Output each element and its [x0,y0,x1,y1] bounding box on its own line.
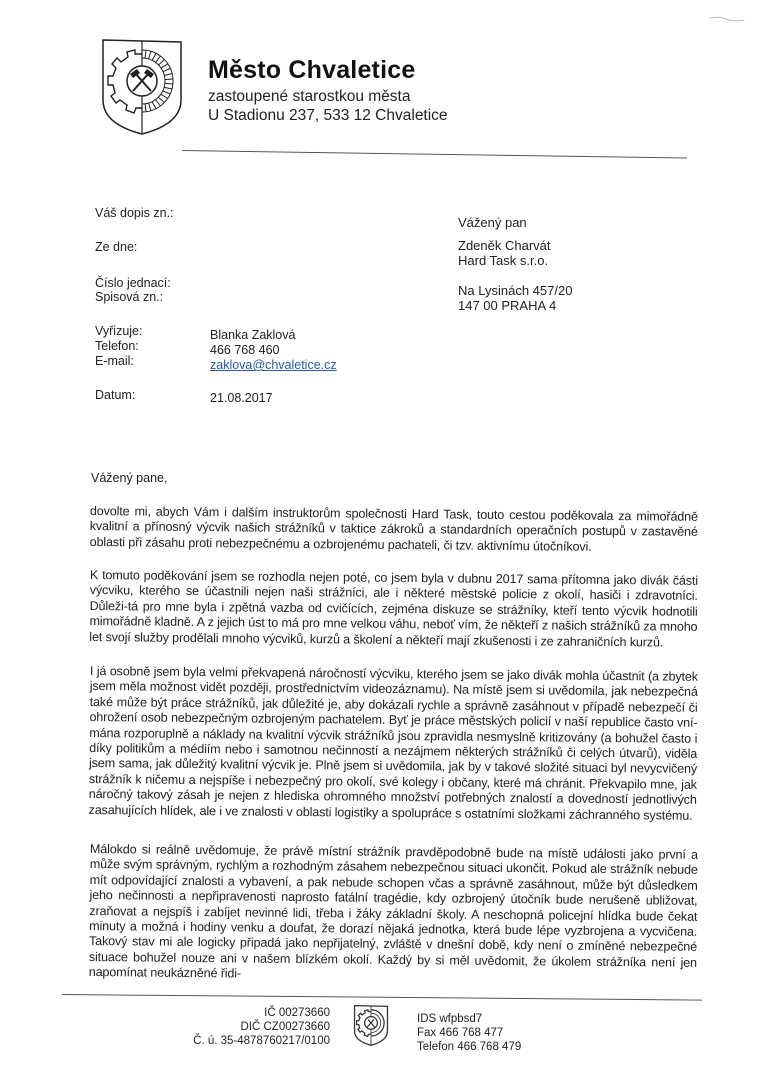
footer-phone: Telefon 466 768 479 [417,1041,522,1053]
date-of-label: Ze dne: [95,240,138,254]
city-name: Město Chvaletice [208,56,416,84]
city-address: U Stadionu 237, 533 12 Chvaletice [208,107,448,124]
addressee-company: Hard Task s.r.o. [458,253,549,268]
email-value[interactable]: zaklova@chvaletice.cz [210,358,337,372]
footer-divider [62,994,702,1001]
letter-paragraph: dovolte mi, abych Vám i dalším instruktorům společnosti Hard Task, touto cestou poděkovala za mimořádně kvalitní a přínosný výcvik našich strážníků v taktice zákroků a standardních operačních postupů v zastavěné oblasti při zásahu proti nebezpečnému a ozbrojenému pachateli, či tzv. aktivnímu útočníkovi. [89,504,698,554]
scan-mark [708,14,748,24]
email-label: E-mail: [95,354,134,368]
handled-by-label: Vyřizuje: [95,324,143,338]
letter-paragraph: Málokdo si reálně uvědomuje, že právě místní strážník pravděpodobně bude na místě události jako první a může svým správným, rychlým a rozhodným zásahem nebezpečnou situaci ukončit. Pokud ale strážník nebude mít odpovídající znalosti a vybavení, a pak nebude schopen včas a správně zasáhnout, může být důsledkem jeho nečinnosti a nepřipravenosti naprosto fatální tragédie, kdy ozbrojený útočník bude nerušeně ubližovat, zraňovat a nejspíš i zabíjet nevinné lidi, třeba i žáky základní školy. A neschopná policejní hlídka bude čekat minuty a možná i hodiny venku a doufat, že dorazí nějaká jednotka, která bude lépe vyzbrojena a vycvičena. Takový stav mi ale logicky připadá jako nepřijatelný, zvláště v dnešní době, kdy není o zmíněné nebezpečné situace bohužel nouze ani v našem blízkém okolí. Každý by si měl uvědomit, že úkolem strážníka není jen napomínat neukázněné řidi- [88,842,698,981]
footer-account: Č. ú. 35-4878760217/0100 [193,1035,330,1047]
footer-registration [180,1006,330,1048]
header-divider [182,150,687,159]
date-value: 21.08.2017 [210,391,273,405]
city-representation [208,87,448,125]
footer-ic: IČ 00273660 [264,1007,330,1019]
ref-number-label: Číslo jednací: [95,276,171,290]
represented-by: zastoupené starostkou města [208,88,411,105]
addressee-name: Zdeněk Charvát [458,238,551,253]
city-coat-of-arms-icon [97,36,187,136]
letter-paragraph: I já osobně jsem byla velmi překvapená náročností výcviku, kterého jsem se jako divák mohla účastnit (a zbytek jsem měla možnost vidět později, prostřednictvím videozáznamu). Na místě jsem si uvědomila, jak nebezpečná také může být práce strážníků, jak důležité je, aby dokázali rychle a správně zasáhnout v případě nebezpečí či ohrožení osob nebezpečným ozbrojeným pachatelem. Byť je práce městských policií v naší republice často vní-mána rozporuplně a náklady na kvalitní výcvik strážníků jsou zpravidla nesmyslně kritizovány (a bohužel často i díky politikům a médiím nebo i samotnou nečinností a nezájmem některých strážníků či celých útvarů), viděla jsem sama, jak důležitý kvalitní výcvik je. Plně jsem si uvědomila, jak by v takové složité situaci byl nevycvičený strážník k ničemu a nejspíše i nebezpečný pro okolí, své kolegy i občany, které má chránit. Překvapilo mne, jak náročný takový zásah je nejen z hlediska ohromného množství potřebných znalostí a dovedností jednotlivých zasahujících hlídek, ale i ve znalosti v oblasti logistiky a spolupráce s ostatními složkami záchranného systému. [88,664,698,823]
city-coat-of-arms-icon [352,1003,390,1047]
footer-ids: IDS wfpbsd7 [417,1013,483,1025]
email-link[interactable] [210,358,337,373]
addressee-street: Na Lysinách 457/20 [458,283,573,298]
addressee-city: 147 00 PRAHA 4 [458,298,557,313]
your-letter-label: Váš dopis zn.: [95,206,174,220]
letter-salutation: Vážený pane, [91,471,168,485]
file-mark-label: Spisová zn.: [95,290,164,304]
addressee-salutation: Vážený pan [458,215,527,230]
date-label: Datum: [95,388,136,402]
handled-by-value: Blanka Zaklová [210,328,296,342]
footer-fax: Fax 466 768 477 [417,1027,504,1039]
footer-dic: DIČ CZ00273660 [240,1021,330,1033]
phone-label: Telefon: [95,339,139,353]
letter-paragraph: K tomuto poděkování jsem se rozhodla nejen poté, co jsem byla v dubnu 2017 sama přítomna jako divák části výcviku, kterého se účastnili nejen naši strážníci, ale i některé městské policie z okolí, hasiči i zdravotníci. Důleži-tá pro mne byla i zpětná vazba od cvičících, zejména diskuze se strážníky, kteří tento výcvik hodnotili mimořádně kladně. A z jejich úst to má pro mne velkou váhu, neboť vím, že někteří z našich strážníků za mnoho let svojí služby prodělali mnoho výcviků, kurzů a školení a někteří mají zkušenosti i ze zahraničních kurzů. [89,568,698,650]
footer-contacts [417,1012,521,1054]
phone-value: 466 768 460 [210,343,280,357]
